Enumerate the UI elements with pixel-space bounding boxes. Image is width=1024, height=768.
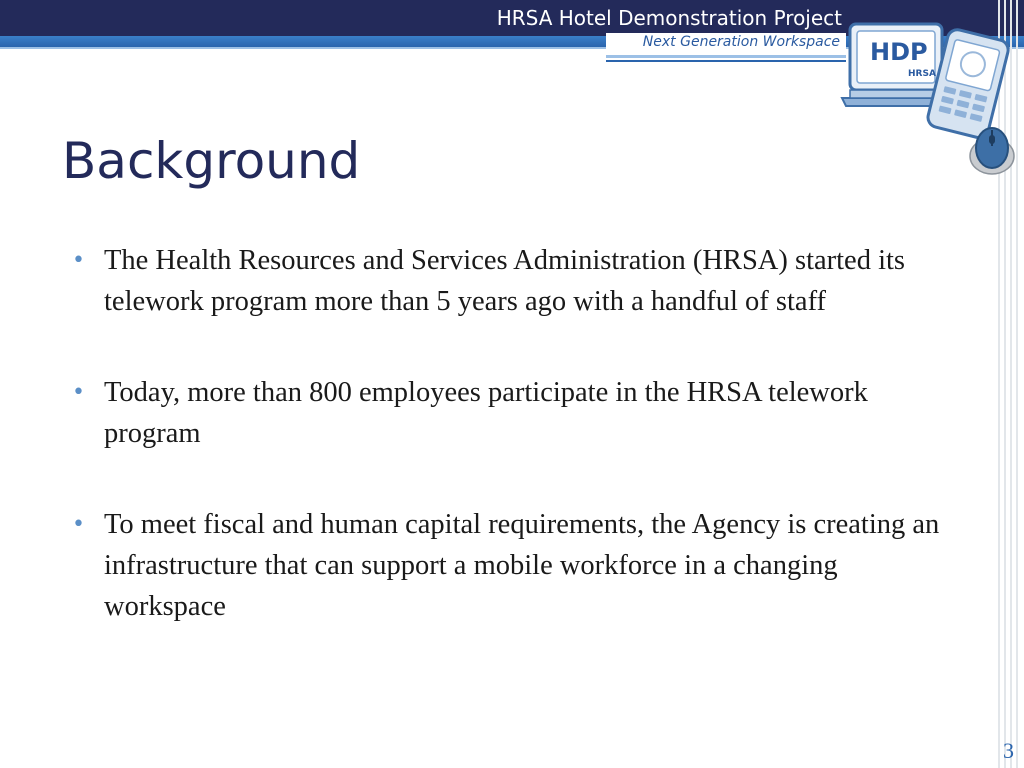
- bullet-icon: •: [72, 380, 85, 405]
- bullet-icon: •: [72, 248, 85, 273]
- header-title: HRSA Hotel Demonstration Project: [496, 6, 842, 30]
- bullet-text: Today, more than 800 employees participate in the HRSA telework program: [104, 377, 868, 449]
- list-item: [70, 372, 950, 454]
- bullet-text: To meet fiscal and human capital requirements, the Agency is creating an infrastructure that can support a mobile workforce in a changing workspace: [104, 509, 940, 622]
- logo-text: HDP: [870, 38, 928, 66]
- header-subtitle: Next Generation Workspace: [642, 34, 840, 50]
- bullet-icon: •: [72, 512, 85, 537]
- bullet-list: [70, 240, 950, 627]
- logo-subtext: HRSA: [908, 69, 936, 79]
- subtitle-rule: [606, 60, 846, 62]
- slide-title: Background: [62, 132, 361, 190]
- list-item: [70, 504, 950, 627]
- subtitle-box: [606, 33, 846, 58]
- page-number: 3: [1003, 738, 1014, 763]
- hdp-logo: [840, 20, 1020, 178]
- list-item: [70, 240, 950, 322]
- bullet-text: The Health Resources and Services Administration (HRSA) started its telework program more than 5 years ago with a handful of staff: [104, 245, 906, 317]
